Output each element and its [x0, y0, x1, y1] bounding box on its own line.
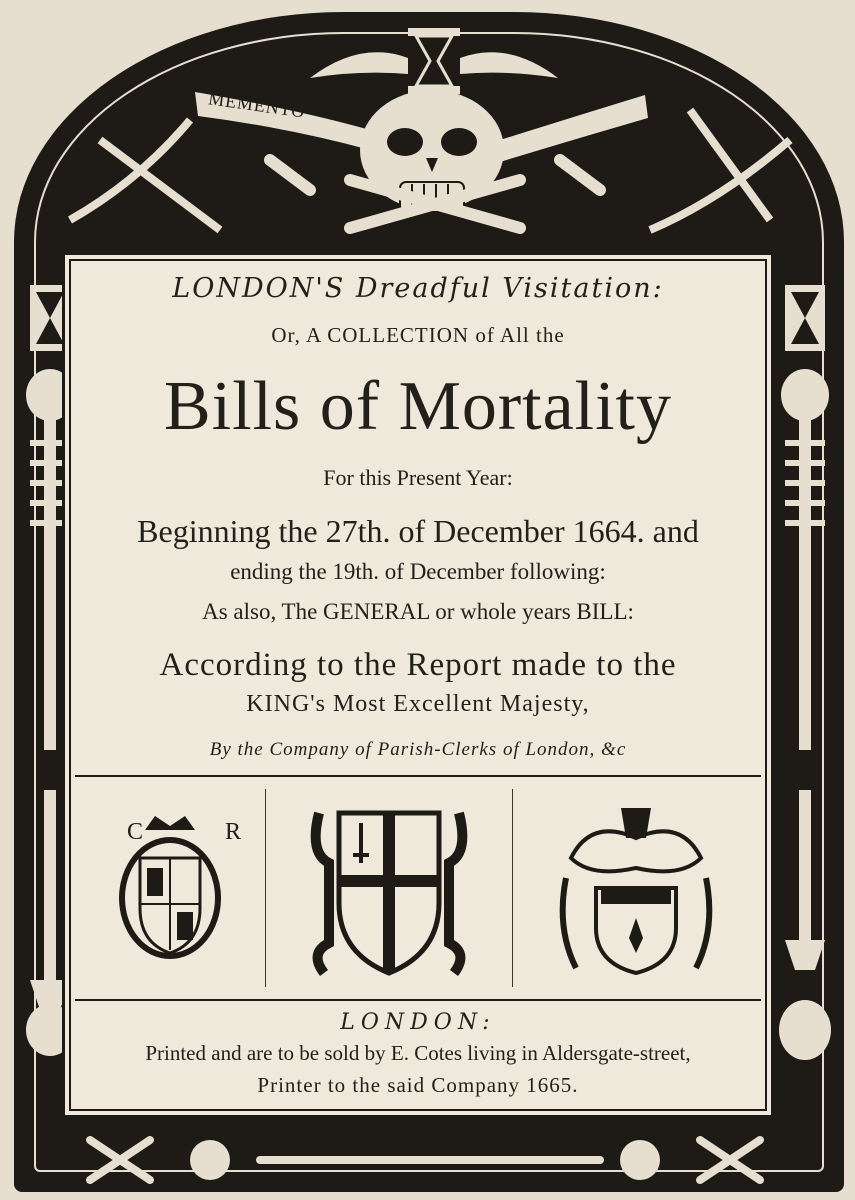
- imprint-place: LONDON:: [340, 1010, 496, 1035]
- subtitle-line: Or, A COLLECTION of All the: [271, 323, 565, 347]
- ending-line: ending the 19th. of December following:: [230, 559, 606, 584]
- city-of-london-arms: [265, 789, 513, 987]
- title-line: LONDON'S Dreadful Visitation:: [172, 273, 664, 304]
- title-panel: [62, 252, 774, 1118]
- motto-memento: MEMENTO: [207, 88, 307, 122]
- king-line: KING's Most Excellent Majesty,: [246, 691, 590, 717]
- imprint-printed-line: Printed and are to be sold by E. Cotes living in Aldersgate-street,: [145, 1041, 691, 1065]
- by-line: By the Company of Parish-Clerks of London, &c: [209, 739, 627, 760]
- also-line: As also, The GENERAL or whole years BILL:: [202, 599, 634, 624]
- hourglass-icon: [408, 28, 460, 94]
- shovel-icon: [650, 110, 790, 230]
- right-wing-icon: [460, 52, 558, 78]
- right-spade-icon: [785, 790, 825, 970]
- royal-shield-icon: [115, 808, 225, 968]
- motto-mori: MORI: [514, 94, 569, 122]
- royal-cipher-r: R: [225, 819, 242, 845]
- according-line: According to the Report made to the: [159, 647, 677, 683]
- pickaxe-icon: [70, 120, 220, 230]
- for-line: For this Present Year:: [323, 465, 513, 490]
- right-skull-icon: [779, 1000, 831, 1060]
- main-title: Bills of Mortality: [164, 368, 672, 445]
- coats-of-arms-band: [75, 775, 761, 1001]
- right-skeleton-icon: [781, 369, 829, 750]
- beginning-line: Beginning the 27th. of December 1664. and: [137, 513, 699, 549]
- clerks-crest-icon: [551, 798, 721, 978]
- imprint-printer-line: Printer to the said Company 1665.: [257, 1073, 579, 1097]
- right-hourglass-icon: [785, 285, 825, 351]
- royal-cipher-c: C: [127, 819, 144, 845]
- city-shield-icon: [299, 793, 479, 983]
- royal-arms: [75, 789, 265, 987]
- parish-clerks-arms: [511, 789, 761, 987]
- left-wing-icon: [310, 52, 408, 78]
